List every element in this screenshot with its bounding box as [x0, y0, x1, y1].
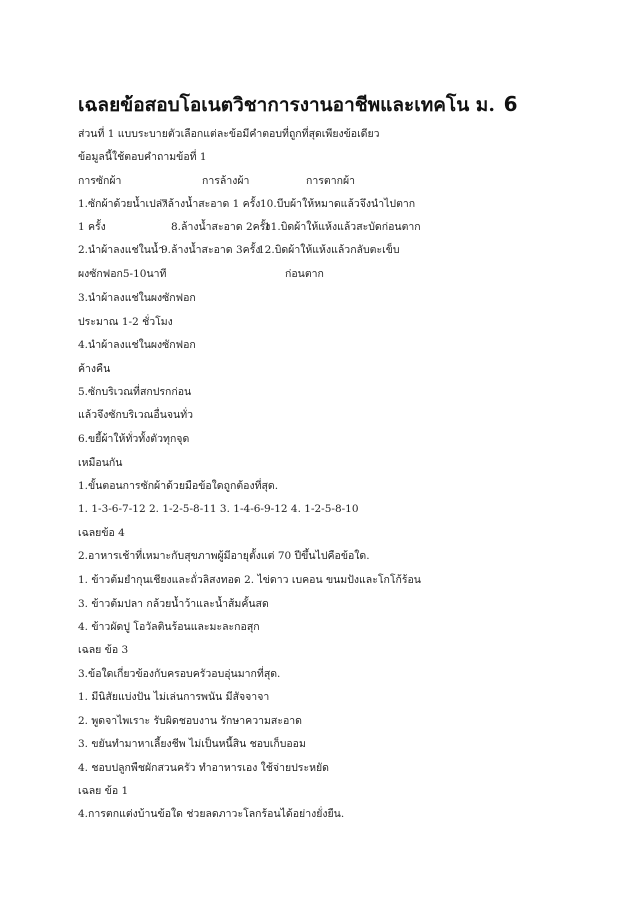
- info-line: ข้อมูลนี้ใช้ตอบคำถามข้อที่ 1: [78, 151, 207, 163]
- rinse-step-8: 8.ล้างน้ำสะอาด 2ครั้ง: [171, 221, 271, 233]
- question-2-option-4: 4. ข้าวผัดปู โอวัลตินร้อนและมะละกอสุก: [78, 621, 260, 633]
- wash-step-4-cont: ค้างคืน: [78, 363, 111, 375]
- question-1-answer: เฉลยข้อ 4: [78, 527, 125, 539]
- page-title: [78, 90, 517, 120]
- title-grade: 6: [503, 92, 518, 116]
- wash-step-6-cont: เหมือนกัน: [78, 457, 123, 469]
- question-2-option-1-2: 1. ข้าวต้มยำกุนเชียงและถั่วลิสงทอด 2. ไข่ดาว เบคอน ขนมปังและโกโก้ร้อน: [78, 574, 421, 586]
- question-3-option-4: 4. ชอบปลูกพืชผักสวนครัว ทำอาหารเอง ใช้จ่ายประหยัด: [78, 762, 329, 774]
- question-2-option-3: 3. ข้าวต้มปลา กล้วยน้ำว้าและน้ำส้มคั้นสด: [78, 598, 269, 610]
- wash-step-6: 6.ขยี้ผ้าให้ทั่วทั้งตัวทุกจุด: [78, 433, 190, 445]
- question-4: 4.การตกแต่งบ้านข้อใด ช่วยลดภาวะโลกร้อนได้อย่างยั่งยืน.: [78, 808, 345, 820]
- question-3-option-1: 1. มีนิสัยแบ่งปัน ไม่เล่นการพนัน มีสัจจาจา: [78, 691, 270, 703]
- wash-step-1: 1.ซักผ้าด้วยน้ำเปล่า: [78, 198, 169, 210]
- question-2-answer: เฉลย ข้อ 3: [78, 644, 129, 656]
- question-3-option-3: 3. ขยันทำมาหาเลี้ยงชีพ ไม่เป็นหนี้สิน ชอบเก็บออม: [78, 738, 306, 750]
- dry-step-12-cont: ก่อนตาก: [285, 268, 324, 280]
- column-header-rinse: การล้างผ้า: [202, 175, 250, 187]
- wash-step-5: 5.ซักบริเวณที่สกปรกก่อน: [78, 386, 192, 398]
- wash-step-1-cont: 1 ครั้ง: [78, 221, 106, 233]
- title-text: เฉลยข้อสอบโอเนตวิชาการงานอาชีพและเทคโน ม.: [78, 94, 495, 116]
- question-3: 3.ข้อใดเกี่ยวข้องกับครอบครัวอบอุ่นมากที่สุด.: [78, 668, 281, 680]
- column-header-dry: การตากผ้า: [306, 175, 356, 187]
- question-3-option-2: 2. พูดจาไพเราะ รับผิดชอบงาน รักษาความสะอาด: [78, 715, 302, 727]
- dry-step-11: 11.บิดผ้าให้แห้งแล้วสะบัดก่อนตาก: [264, 221, 421, 233]
- question-3-answer: เฉลย ข้อ 1: [78, 785, 129, 797]
- rinse-step-7: 7ล้างน้ำสะอาด 1 ครั้ง: [161, 198, 261, 210]
- rinse-step-9: 9.ล้างน้ำสะอาด 3ครั้ง: [161, 244, 261, 256]
- wash-step-2: 2.นำผ้าลงแช่ในน้ำ: [78, 244, 164, 256]
- wash-step-4: 4.นำผ้าลงแช่ในผงซักฟอก: [78, 339, 196, 351]
- column-header-wash: การซักผ้า: [78, 175, 122, 187]
- question-1: 1.ขั้นตอนการซักผ้าด้วยมือข้อใดถูกต้องที่สุด.: [78, 480, 279, 492]
- wash-step-5-cont: แล้วจึงซักบริเวณอื่นจนทั่ว: [78, 409, 194, 421]
- wash-step-2-cont: ผงซักฟอก5-10นาที: [78, 268, 167, 280]
- wash-step-3: 3.นำผ้าลงแช่ในผงซักฟอก: [78, 292, 196, 304]
- dry-step-12: 12.บิดผ้าให้แห้งแล้วกลับตะเข็บ: [258, 244, 400, 256]
- question-2: 2.อาหารเช้าที่เหมาะกับสุขภาพผู้มีอายุตั้งแต่ 70 ปีขึ้นไปคือข้อใด.: [78, 550, 370, 562]
- question-1-options: 1. 1-3-6-7-12 2. 1-2-5-8-11 3. 1-4-6-9-12 4. 1-2-5-8-10: [78, 503, 359, 515]
- wash-step-3-cont: ประมาณ 1-2 ชั่วโมง: [78, 316, 173, 328]
- section-heading: ส่วนที่ 1 แบบระบายตัวเลือกแต่ละข้อมีคำตอบที่ถูกที่สุดเพียงข้อเดียว: [78, 128, 380, 140]
- dry-step-10: 10.บีบผ้าให้หมาดแล้วจึงนำไปตาก: [260, 198, 416, 210]
